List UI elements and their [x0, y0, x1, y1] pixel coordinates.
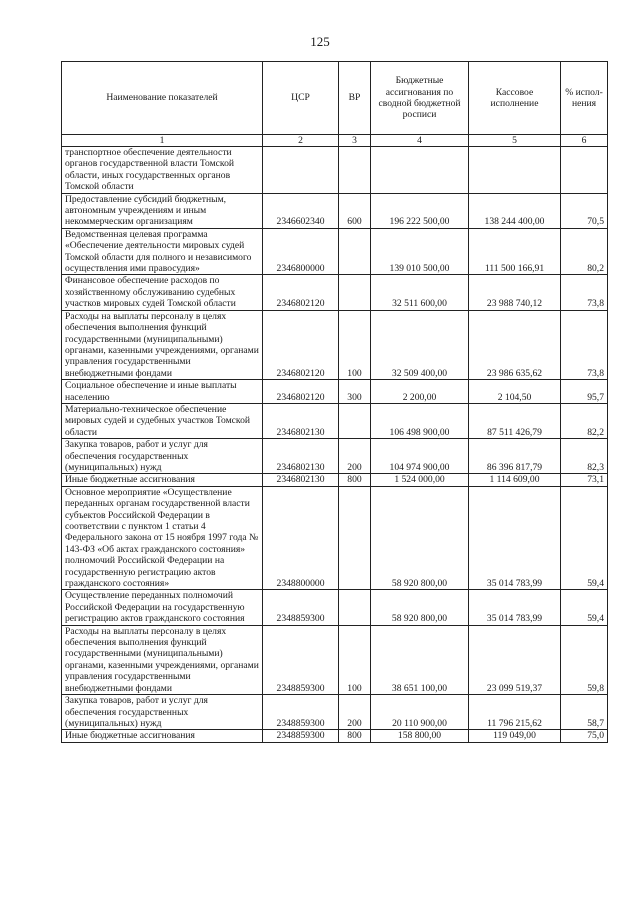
- row-pct: 82,2: [561, 403, 608, 438]
- row-cash: 11 796 215,62: [469, 695, 561, 730]
- row-vr: 200: [339, 695, 371, 730]
- row-cash: 138 244 400,00: [469, 193, 561, 228]
- row-name: Материально-техническое обеспечение мировых судей и судебных участков Томской области: [62, 403, 263, 438]
- row-name: Предоставление субсидий бюджетным, автономным учреждениям и иным некоммерческим организациям: [62, 193, 263, 228]
- row-csr: [263, 147, 339, 194]
- row-name: Социальное обеспечение и иные выплаты населению: [62, 380, 263, 404]
- row-csr: 2346602340: [263, 193, 339, 228]
- row-csr: 2346802130: [263, 474, 339, 486]
- row-csr: 2346802130: [263, 403, 339, 438]
- table-body: [62, 147, 608, 743]
- table-row: [62, 193, 608, 228]
- row-pct: 59,4: [561, 486, 608, 590]
- row-pct: 73,8: [561, 310, 608, 379]
- row-vr: 300: [339, 380, 371, 404]
- row-pct: [561, 147, 608, 194]
- row-csr: 2346800000: [263, 228, 339, 275]
- row-plan: 2 200,00: [371, 380, 469, 404]
- row-name: Иные бюджетные ассигнования: [62, 474, 263, 486]
- row-vr: 200: [339, 439, 371, 474]
- table-row: [62, 439, 608, 474]
- row-name: Закупка товаров, работ и услуг для обеспечения государственных (муниципальных) нужд: [62, 439, 263, 474]
- table-row: [62, 486, 608, 590]
- row-csr: 2346802130: [263, 439, 339, 474]
- row-cash: 87 511 426,79: [469, 403, 561, 438]
- row-plan: 58 920 800,00: [371, 486, 469, 590]
- column-number: 5: [469, 135, 561, 147]
- row-name: Иные бюджетные ассигнования: [62, 730, 263, 742]
- row-pct: 73,8: [561, 275, 608, 310]
- row-cash: 23 988 740,12: [469, 275, 561, 310]
- row-plan: 158 800,00: [371, 730, 469, 742]
- row-cash: 2 104,50: [469, 380, 561, 404]
- table-header: [62, 62, 608, 147]
- table-row: [62, 474, 608, 486]
- row-pct: 59,4: [561, 590, 608, 625]
- row-vr: [339, 228, 371, 275]
- row-cash: 35 014 783,99: [469, 486, 561, 590]
- row-vr: 100: [339, 310, 371, 379]
- row-plan: 139 010 500,00: [371, 228, 469, 275]
- header-pct: % испол-нения: [561, 62, 608, 135]
- table-row: [62, 730, 608, 742]
- column-number: 2: [263, 135, 339, 147]
- row-plan: 104 974 900,00: [371, 439, 469, 474]
- row-plan: [371, 147, 469, 194]
- header-csr: ЦСР: [263, 62, 339, 135]
- row-vr: [339, 590, 371, 625]
- row-pct: 58,7: [561, 695, 608, 730]
- row-name: Закупка товаров, работ и услуг для обеспечения государственных (муниципальных) нужд: [62, 695, 263, 730]
- column-number: 1: [62, 135, 263, 147]
- row-cash: 23 099 519,37: [469, 625, 561, 694]
- row-plan: 106 498 900,00: [371, 403, 469, 438]
- row-csr: 2346802120: [263, 380, 339, 404]
- row-pct: 82,3: [561, 439, 608, 474]
- row-name: Основное мероприятие «Осуществление переданных органам государственной власти субъектов Российской Федерации в соответствии с пунктом 1 статьи 4 Федерального закона от 15 ноября 1997 года № 143-ФЗ «Об актах гражданского состояния» полномочий Российской Федерации на государственную регистрацию актов гражданского состояния»: [62, 486, 263, 590]
- row-vr: 800: [339, 474, 371, 486]
- row-vr: 800: [339, 730, 371, 742]
- table-row: [62, 695, 608, 730]
- row-vr: [339, 147, 371, 194]
- row-cash: 86 396 817,79: [469, 439, 561, 474]
- row-pct: 59,8: [561, 625, 608, 694]
- row-plan: 196 222 500,00: [371, 193, 469, 228]
- row-csr: 2348859300: [263, 625, 339, 694]
- row-plan: 58 920 800,00: [371, 590, 469, 625]
- row-plan: 20 110 900,00: [371, 695, 469, 730]
- row-pct: 80,2: [561, 228, 608, 275]
- table-row: [62, 310, 608, 379]
- row-vr: [339, 275, 371, 310]
- row-name: Расходы на выплаты персоналу в целях обеспечения выполнения функций государственными (муниципальными) органами, казенными учреждениями, органами управления государственными внебюджетными фондами: [62, 625, 263, 694]
- row-csr: 2346802120: [263, 310, 339, 379]
- budget-execution-table: [61, 61, 608, 743]
- row-csr: 2348859300: [263, 695, 339, 730]
- row-vr: [339, 403, 371, 438]
- row-csr: 2346802120: [263, 275, 339, 310]
- table-row: [62, 147, 608, 194]
- row-csr: 2348859300: [263, 590, 339, 625]
- row-name: Ведомственная целевая программа «Обеспечение деятельности мировых судей Томской области для полного и независимого осуществления ими правосудия»: [62, 228, 263, 275]
- row-cash: 119 049,00: [469, 730, 561, 742]
- table-row: [62, 228, 608, 275]
- row-vr: [339, 486, 371, 590]
- column-number: 6: [561, 135, 608, 147]
- table-row: [62, 403, 608, 438]
- row-name: транспортное обеспечение деятельности органов государственной власти Томской области, иных государственных органов Томской области: [62, 147, 263, 194]
- row-name: Финансовое обеспечение расходов по хозяйственному обслуживанию судебных участков мировых судей Томской области: [62, 275, 263, 310]
- row-name: Осуществление переданных полномочий Российской Федерации на государственную регистрацию актов гражданского состояния: [62, 590, 263, 625]
- row-plan: 1 524 000,00: [371, 474, 469, 486]
- row-pct: 73,1: [561, 474, 608, 486]
- row-cash: 23 986 635,62: [469, 310, 561, 379]
- row-pct: 75,0: [561, 730, 608, 742]
- row-cash: 111 500 166,91: [469, 228, 561, 275]
- row-pct: 95,7: [561, 380, 608, 404]
- header-name: Наименование показателей: [62, 62, 263, 135]
- row-plan: 32 511 600,00: [371, 275, 469, 310]
- table-row: [62, 380, 608, 404]
- row-plan: 38 651 100,00: [371, 625, 469, 694]
- row-name: Расходы на выплаты персоналу в целях обеспечения выполнения функций государственными (муниципальными) органами, казенными учреждениями, органами управления государственными внебюджетными фондами: [62, 310, 263, 379]
- row-cash: 1 114 609,00: [469, 474, 561, 486]
- row-cash: [469, 147, 561, 194]
- row-pct: 70,5: [561, 193, 608, 228]
- row-vr: 100: [339, 625, 371, 694]
- table-row: [62, 625, 608, 694]
- row-cash: 35 014 783,99: [469, 590, 561, 625]
- column-number: 3: [339, 135, 371, 147]
- row-csr: 2348800000: [263, 486, 339, 590]
- header-cash: Кассовое исполнение: [469, 62, 561, 135]
- row-vr: 600: [339, 193, 371, 228]
- page-number: 125: [310, 34, 330, 49]
- column-number: 4: [371, 135, 469, 147]
- table-row: [62, 590, 608, 625]
- table-row: [62, 275, 608, 310]
- column-number-row: [62, 135, 608, 147]
- row-csr: 2348859300: [263, 730, 339, 742]
- header-vr: ВР: [339, 62, 371, 135]
- row-plan: 32 509 400,00: [371, 310, 469, 379]
- header-plan: Бюджетные ассигнования по сводной бюджетной росписи: [371, 62, 469, 135]
